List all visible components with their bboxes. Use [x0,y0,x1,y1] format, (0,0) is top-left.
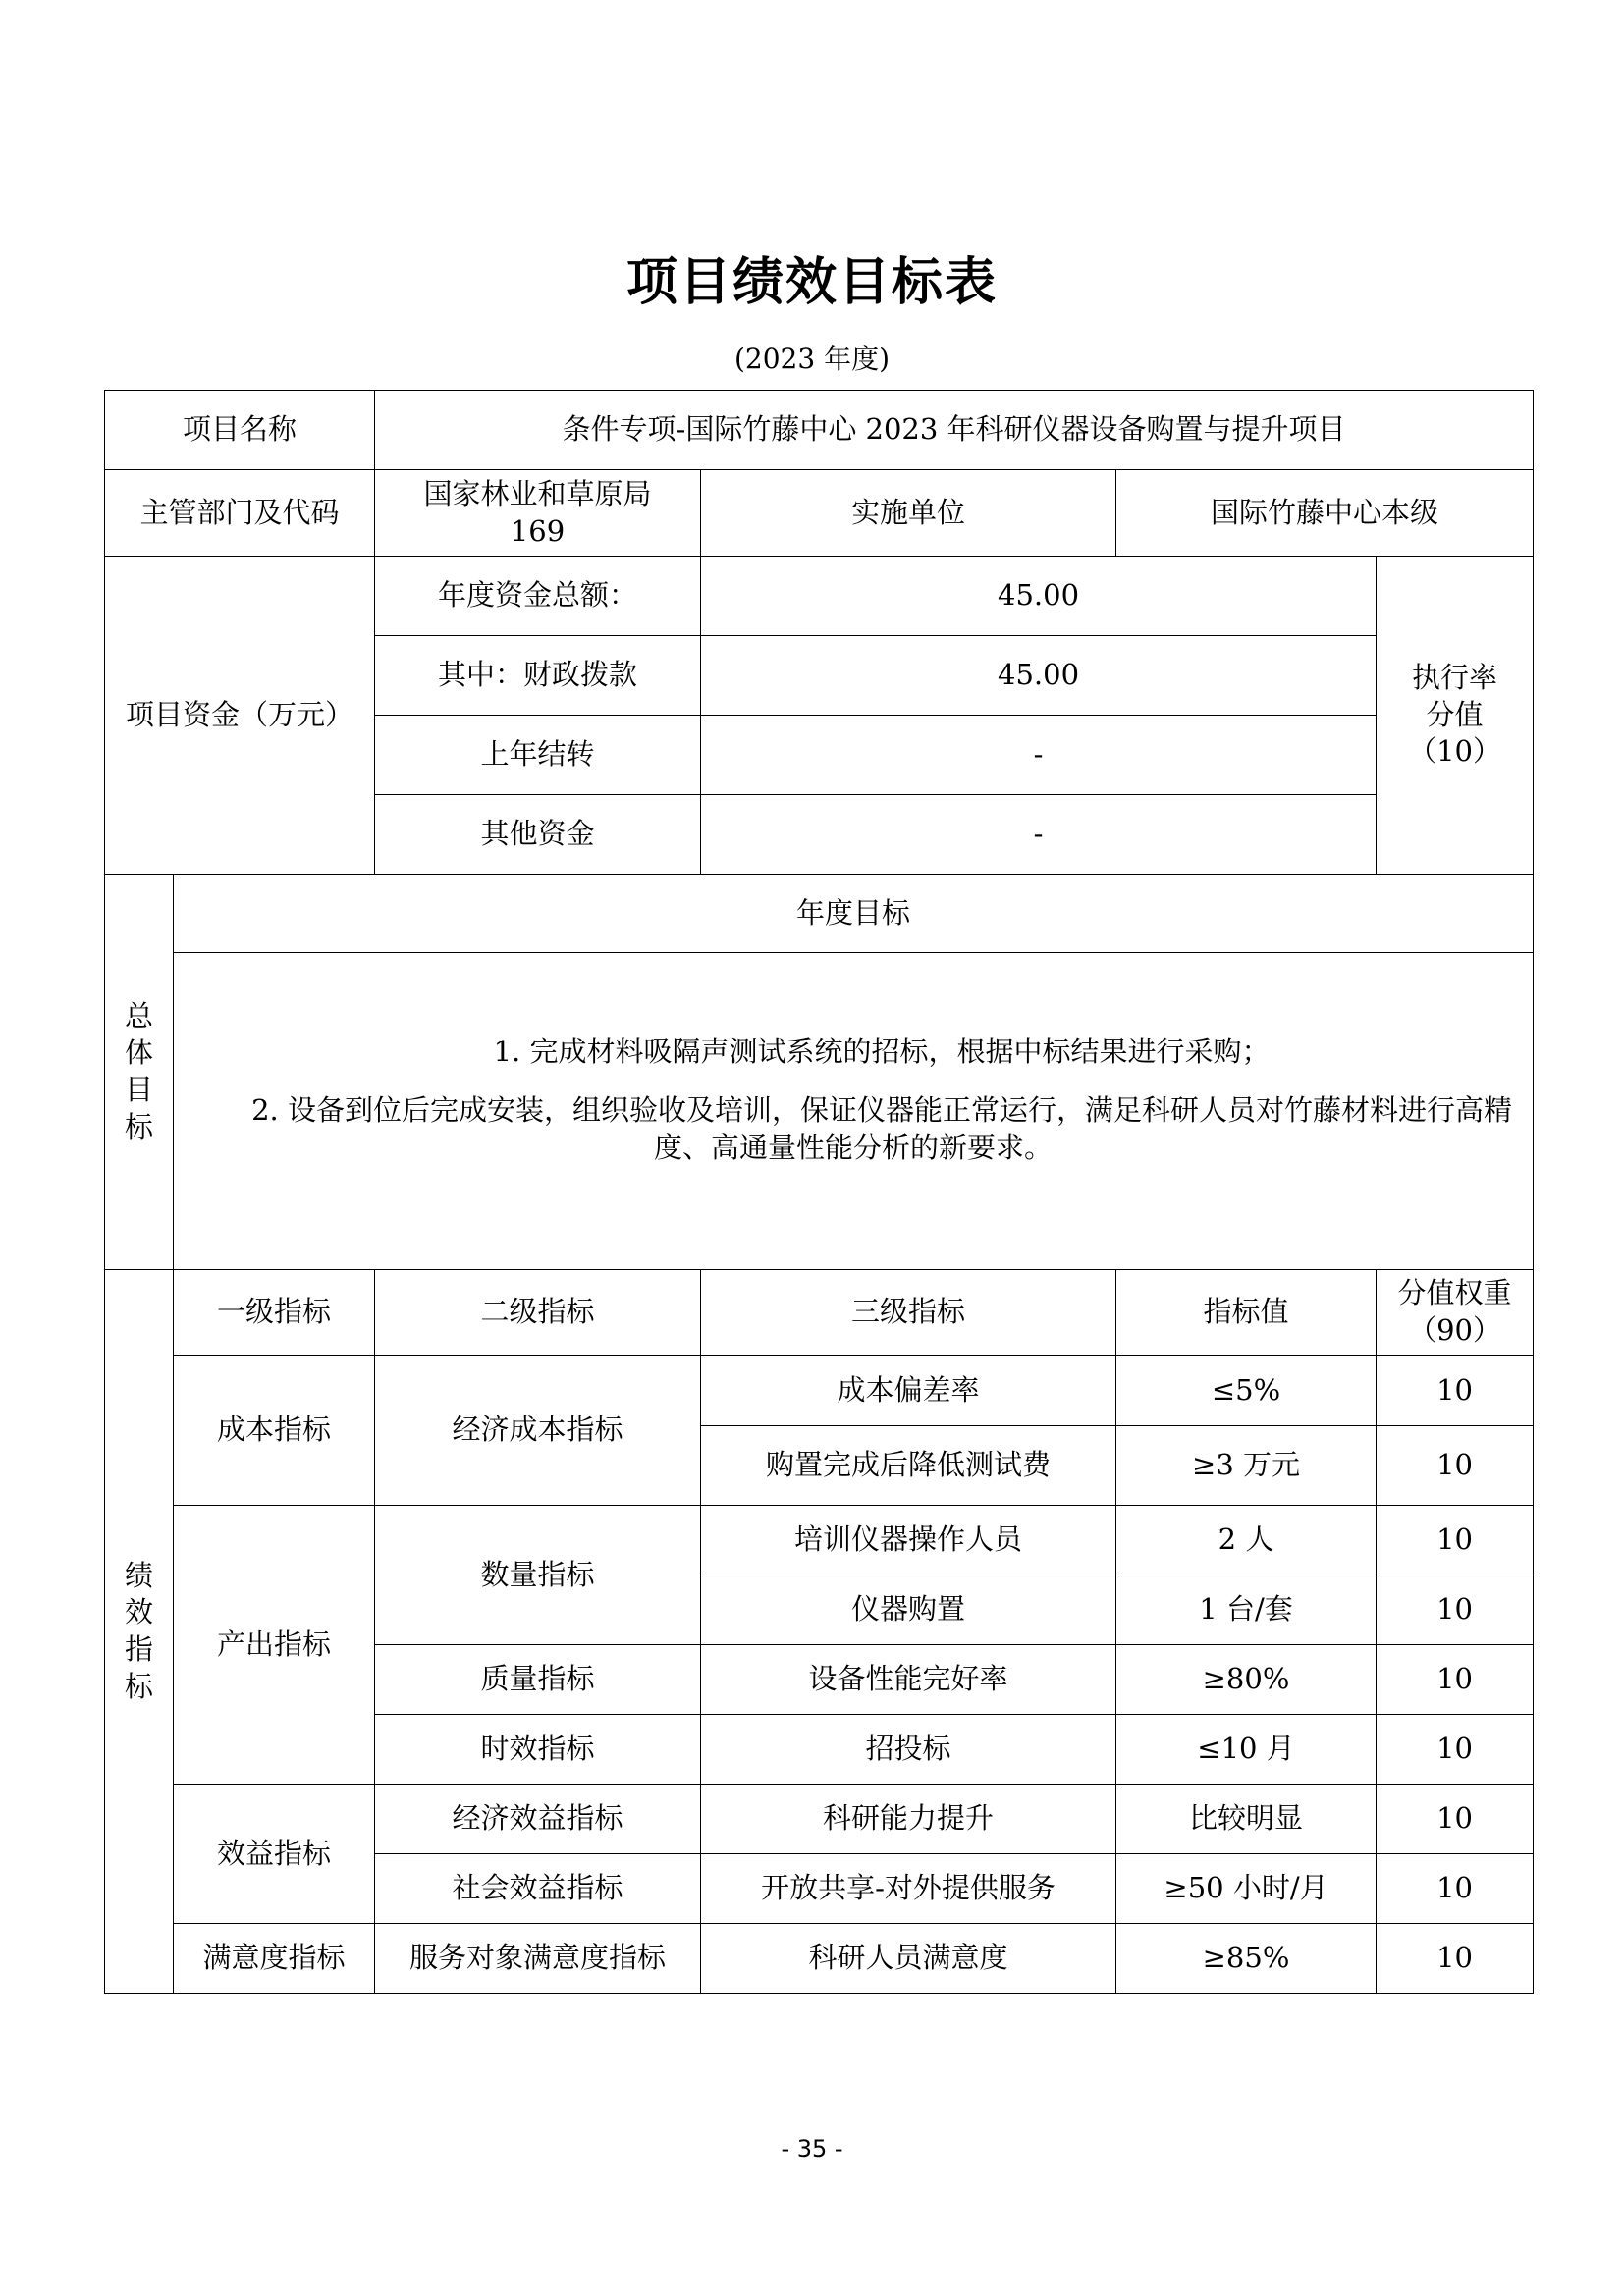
annual-goal-header: 年度目标 [174,875,1534,953]
table-row [105,1356,1534,1426]
page-title: 项目绩效目标表 [625,253,998,312]
header-weight [1377,1270,1534,1356]
value-cell: ≥50 小时/月 [1116,1854,1377,1924]
indicator-cell: 培训仪器操作人员 [701,1506,1116,1575]
vertical-char: 指 [124,1632,153,1666]
execution-rate-line2: 分值 [1426,697,1484,731]
header-level2: 二级指标 [375,1270,701,1356]
level2-econ-benefit: 经济效益指标 [375,1785,701,1854]
funds-row-label: 年度资金总额： [375,557,701,636]
weight-cell: 10 [1377,1924,1534,1994]
vertical-char: 标 [124,1109,153,1144]
unit-value: 国际竹藤中心本级 [1116,470,1534,557]
overall-goal-label [105,875,174,1270]
performance-label [105,1270,174,1994]
weight-cell: 10 [1377,1715,1534,1785]
value-cell: ≥3 万元 [1116,1426,1377,1506]
level2-service-satisfaction: 服务对象满意度指标 [375,1924,701,1994]
execution-rate-line3: （10） [1408,734,1501,769]
table-row [105,470,1534,557]
weight-cell: 10 [1377,1356,1534,1426]
level2-quality: 质量指标 [375,1645,701,1715]
annual-goal-content [174,953,1534,1270]
dept-label: 主管部门及代码 [105,470,375,557]
funds-label: 项目资金（万元） [105,557,375,875]
dept-name: 国家林业和草原局 [423,476,652,510]
dept-code: 169 [510,513,566,548]
vertical-char: 目 [124,1073,153,1106]
vertical-char: 总 [124,998,153,1033]
indicator-cell: 科研人员满意度 [701,1924,1116,1994]
page-number: - 35 - [781,2135,843,2163]
vertical-char: 绩 [124,1558,153,1592]
indicator-cell: 开放共享-对外提供服务 [701,1854,1116,1924]
weight-cell: 10 [1377,1575,1534,1645]
table-row [105,1506,1534,1575]
weight-cell: 10 [1377,1785,1534,1854]
level1-benefit: 效益指标 [174,1785,375,1924]
indicator-cell: 仪器购置 [701,1575,1116,1645]
weight-cell: 10 [1377,1854,1534,1924]
value-cell: ≥85% [1116,1924,1377,1994]
funds-row-value: - [701,795,1377,875]
table-row [105,391,1534,470]
vertical-char: 标 [124,1669,153,1703]
indicator-cell: 成本偏差率 [701,1356,1116,1426]
unit-label: 实施单位 [701,470,1116,557]
header-value: 指标值 [1116,1270,1377,1356]
level2-quantity: 数量指标 [375,1506,701,1645]
indicator-cell: 招投标 [701,1715,1116,1785]
funds-row-label: 上年结转 [375,716,701,795]
indicator-cell: 购置完成后降低测试费 [701,1426,1116,1506]
weight-header-line1: 分值权重 [1397,1276,1512,1310]
table-row [105,953,1534,1270]
execution-rate-line1: 执行率 [1412,660,1498,694]
funds-row-label: 其他资金 [375,795,701,875]
table-row [105,557,1534,636]
project-name-value: 条件专项-国际竹藤中心 2023 年科研仪器设备购置与提升项目 [375,391,1534,470]
goal-item: 1. 完成材料吸隔声测试系统的招标，根据中标结果进行采购； [493,1035,1271,1069]
weight-header-line2: （90） [1408,1313,1501,1347]
table-row [105,1785,1534,1854]
dept-value [375,470,701,557]
value-cell: ≥80% [1116,1645,1377,1715]
level2-timeliness: 时效指标 [375,1715,701,1785]
header-level1: 一级指标 [174,1270,375,1356]
weight-cell: 10 [1377,1506,1534,1575]
indicator-cell: 科研能力提升 [701,1785,1116,1854]
project-name-label: 项目名称 [105,391,375,470]
weight-cell: 10 [1377,1645,1534,1715]
header-level3: 三级指标 [701,1270,1116,1356]
value-cell: 2 人 [1116,1506,1377,1575]
funds-row-value: 45.00 [701,557,1377,636]
table-row [105,1924,1534,1994]
table-row [105,875,1534,953]
value-cell: 比较明显 [1116,1785,1377,1854]
level2-econ-cost: 经济成本指标 [375,1356,701,1506]
execution-rate-cell [1377,557,1534,875]
value-cell: ≤10 月 [1116,1715,1377,1785]
vertical-char: 效 [124,1595,153,1629]
funds-row-value: 45.00 [701,636,1377,716]
page-subtitle: (2023 年度) [733,343,890,375]
level2-social-benefit: 社会效益指标 [375,1854,701,1924]
indicator-cell: 设备性能完好率 [701,1645,1116,1715]
performance-goal-table [104,390,1534,1994]
value-cell: ≤5% [1116,1356,1377,1426]
funds-row-label: 其中：财政拨款 [375,636,701,716]
vertical-char: 体 [124,1036,153,1070]
level1-satisfaction: 满意度指标 [174,1924,375,1994]
level1-cost: 成本指标 [174,1356,375,1506]
level1-output: 产出指标 [174,1506,375,1785]
funds-row-value: - [701,716,1377,795]
value-cell: 1 台/套 [1116,1575,1377,1645]
weight-cell: 10 [1377,1426,1534,1506]
table-row [105,1270,1534,1356]
goal-item: 2. 设备到位后完成安装，组织验收及培训，保证仪器能正常运行，满足科研人员对竹藤材料进行高精度、高通量性能分析的新要求。 [251,1094,1512,1164]
